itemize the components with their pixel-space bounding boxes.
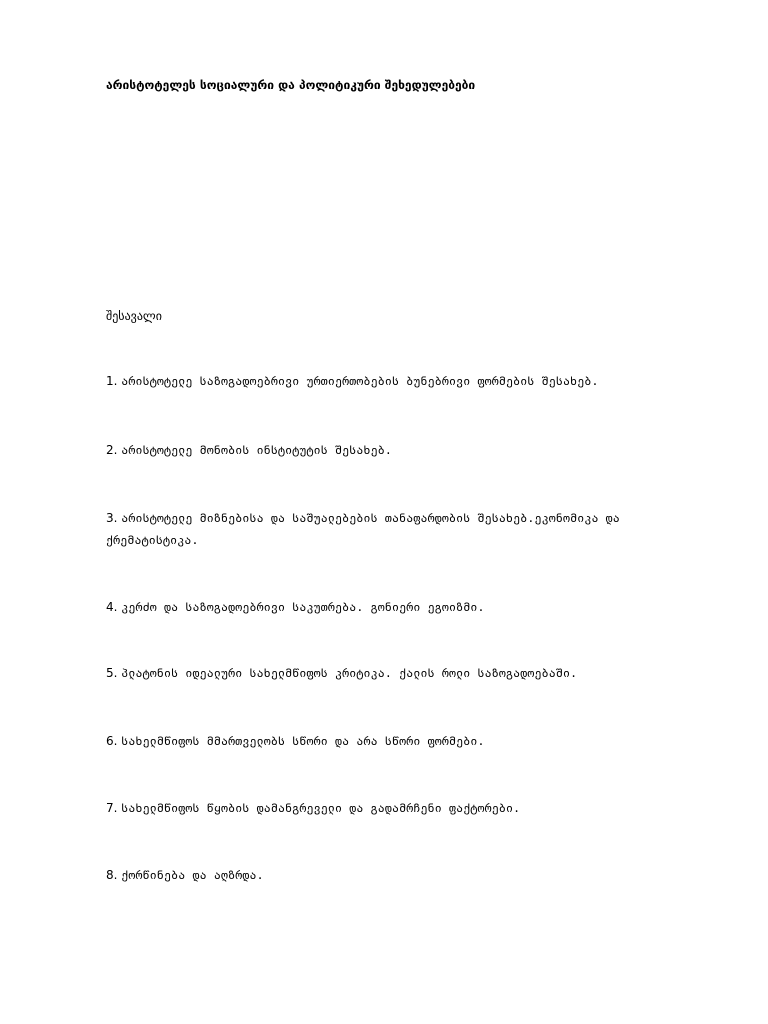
toc-item-number: 5.	[106, 666, 118, 680]
intro-heading: შესავალი	[106, 309, 162, 323]
toc-item-3	[106, 507, 666, 551]
toc-item-7	[106, 797, 666, 819]
toc-item-4	[106, 596, 666, 618]
toc-item-8	[106, 864, 666, 886]
document-title: არისტოტელეს სოციალური და პოლიტიკური შეხედულებები	[106, 78, 476, 92]
toc-item-text: სახელმწიფოს მმართველობს სწორი და არა სწორი ფორმები.	[121, 734, 485, 748]
toc-item-text: არისტოტელე მიზნებისა და საშუალებების თანაფარდობის შესახებ.ეკონომიკა და ქრემატისტიკა.	[106, 511, 620, 547]
toc-item-1	[106, 370, 666, 392]
toc-item-text: არისტოტელე მონობის ინსტიტუტის შესახებ.	[121, 443, 392, 457]
toc-item-number: 6.	[106, 734, 118, 748]
toc-item-number: 3.	[106, 511, 118, 525]
toc-item-number: 8.	[106, 868, 118, 882]
toc-item-6	[106, 730, 666, 752]
toc-item-5	[106, 662, 666, 684]
toc-item-number: 7.	[106, 801, 118, 815]
toc-item-text: პლატონის იდეალური სახელმწიფოს კრიტიკა. ქალის როლი საზოგადოებაში.	[121, 666, 578, 680]
toc-item-text: ქორწინება და აღზრდა.	[121, 868, 264, 882]
toc-item-text: კერძო და საზოგადოებრივი საკუთრება. გონიერი ეგოიზმი.	[121, 600, 485, 614]
toc-item-text: არისტოტელე საზოგადოებრივი ურთიერთობების ბუნებრივი ფორმების შესახებ.	[121, 374, 599, 388]
toc-item-2	[106, 439, 666, 461]
toc-item-text: სახელმწიფოს წყობის დამანგრეველი და გადამრჩენი ფაქტორები.	[121, 801, 521, 815]
toc-item-number: 4.	[106, 600, 118, 614]
toc-item-number: 2.	[106, 443, 118, 457]
toc-item-number: 1.	[106, 374, 118, 388]
